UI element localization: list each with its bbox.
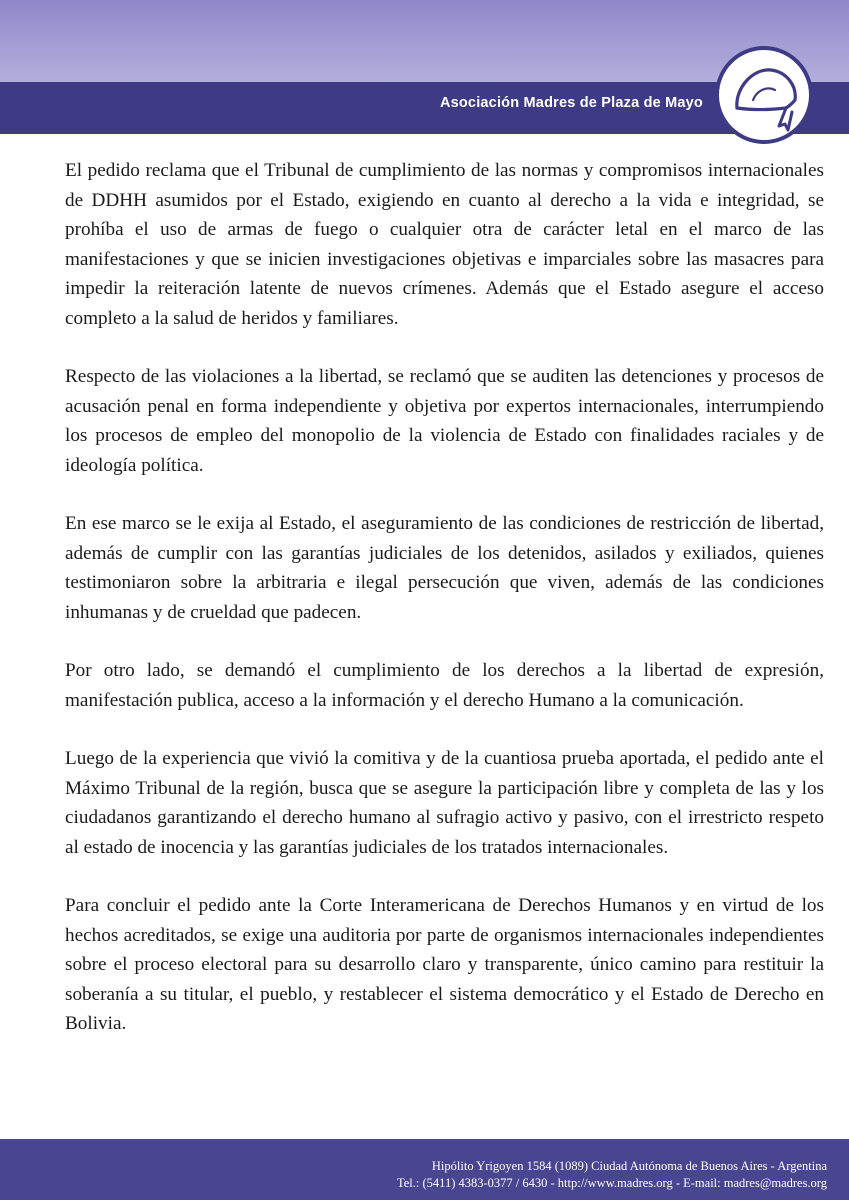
paragraph-6: Para concluir el pedido ante la Corte Interamericana de Derechos Humanos y en virtud de los hechos acreditados, se exige una auditoria por parte de organismos internacionales independientes sobre el proceso electoral para su desarrollo claro y transparente, único camino para restituir la soberanía a su titular, el pueblo, y restablecer el sistema democrático y el Estado de Derecho en Bolivia. (65, 895, 824, 1034)
footer-address: Hipólito Yrigoyen 1584 (1089) Ciudad Autónoma de Buenos Aires - Argentina (431, 1159, 827, 1173)
paragraph-5: Luego de la experiencia que vivió la comitiva y de la cuantiosa prueba aportada, el pedido ante el Máximo Tribunal de la región, busca que se asegure la participación libre y completa de las y los ciudadanos garantizando el derecho humano al sufragio activo y pasivo, con el irrestricto respeto al estado de inocencia y las garantías judiciales de los tratados internacionales. (65, 748, 824, 858)
paragraph-3: En ese marco se le exija al Estado, el aseguramiento de las condiciones de restricción de libertad, además de cumplir con las garantías judiciales de los detenidos, asilados y exiliados, quienes testimoniaron sobre la arbitraria e ilegal persecución que viven, además de las condiciones inhumanas y de crueldad que padecen. (65, 513, 824, 623)
headscarf-logo-icon (713, 44, 815, 146)
paragraph-1: El pedido reclama que el Tribunal de cumplimiento de las normas y compromisos internacionales de DDHH asumidos por el Estado, exigiendo en cuanto al derecho a la vida e integridad, se prohíba el uso de armas de fuego o cualquier otra de carácter letal en el marco de las manifestaciones y que se inicien investigaciones objetivas e imparciales sobre las masacres para impedir la reiteración latente de nuevos crímenes. Además que el Estado asegure el acceso completo a la salud de heridos y familiares. (65, 160, 824, 329)
footer-contact: Tel.: (5411) 4383-0377 / 6430 - http://www.madres.org - E-mail: madres@madres.org (397, 1176, 827, 1190)
organization-name: Asociación Madres de Plaza de Mayo (439, 95, 703, 111)
paragraph-2: Respecto de las violaciones a la libertad, se reclamó que se auditen las detenciones y procesos de acusación penal en forma independiente y objetiva por expertos internacionales, interrumpiendo los procesos de empleo del monopolio de la violencia de Estado con finalidades raciales y de ideología política. (65, 366, 824, 476)
paragraph-4: Por otro lado, se demandó el cumplimiento de los derechos a la libertad de expresión, manifestación publica, acceso a la información y el derecho Humano a la comunicación. (65, 660, 824, 711)
document-body (65, 156, 824, 1039)
